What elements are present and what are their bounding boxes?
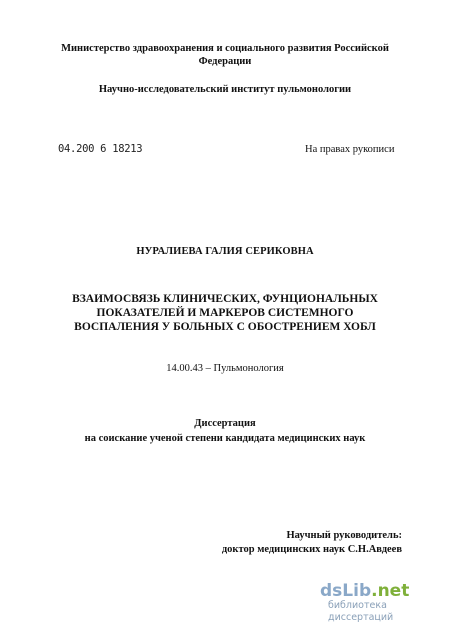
dissertation-title (0, 292, 450, 334)
watermark-subtitle: библиотека диссертаций (328, 600, 394, 623)
supervisor-label: Научный руководитель: (286, 530, 402, 541)
supervisor-name: доктор медицинских наук С.Н.Авдеев (221, 544, 402, 555)
degree-line: на соискание ученой степени кандидата медицинских наук (84, 433, 366, 444)
manuscript-rights: На правах рукописи (305, 144, 395, 155)
dslib-logo (320, 582, 450, 600)
dissertation-label: Диссертация (194, 418, 256, 429)
specialty-code: 14.00.43 – Пульмонология (166, 363, 284, 374)
institute-name: Научно-исследовательский институт пульмонологии (98, 84, 352, 95)
title-line-3: ВОСПАЛЕНИЯ У БОЛЬНЫХ С ОБОСТРЕНИЕМ ХОБЛ (74, 321, 376, 333)
registry-code: 04.200 6 18213 (58, 143, 143, 155)
ministry-heading (0, 42, 450, 68)
logo-main: dsLib (320, 581, 372, 601)
ministry-line-2: Федерации (198, 56, 252, 67)
dslib-watermark (320, 582, 450, 624)
title-line-1: ВЗАИМОСВЯЗЬ КЛИНИЧЕСКИХ, ФУНЦИОНАЛЬНЫХ (72, 293, 378, 305)
logo-accent: .net (371, 581, 410, 601)
title-line-2: ПОКАЗАТЕЛЕЙ И МАРКЕРОВ СИСТЕМНОГО (96, 307, 354, 319)
author-name: НУРАЛИЕВА ГАЛИЯ СЕРИКОВНА (136, 246, 314, 257)
ministry-line-1: Министерство здравоохранения и социального развития Российской (61, 43, 389, 54)
